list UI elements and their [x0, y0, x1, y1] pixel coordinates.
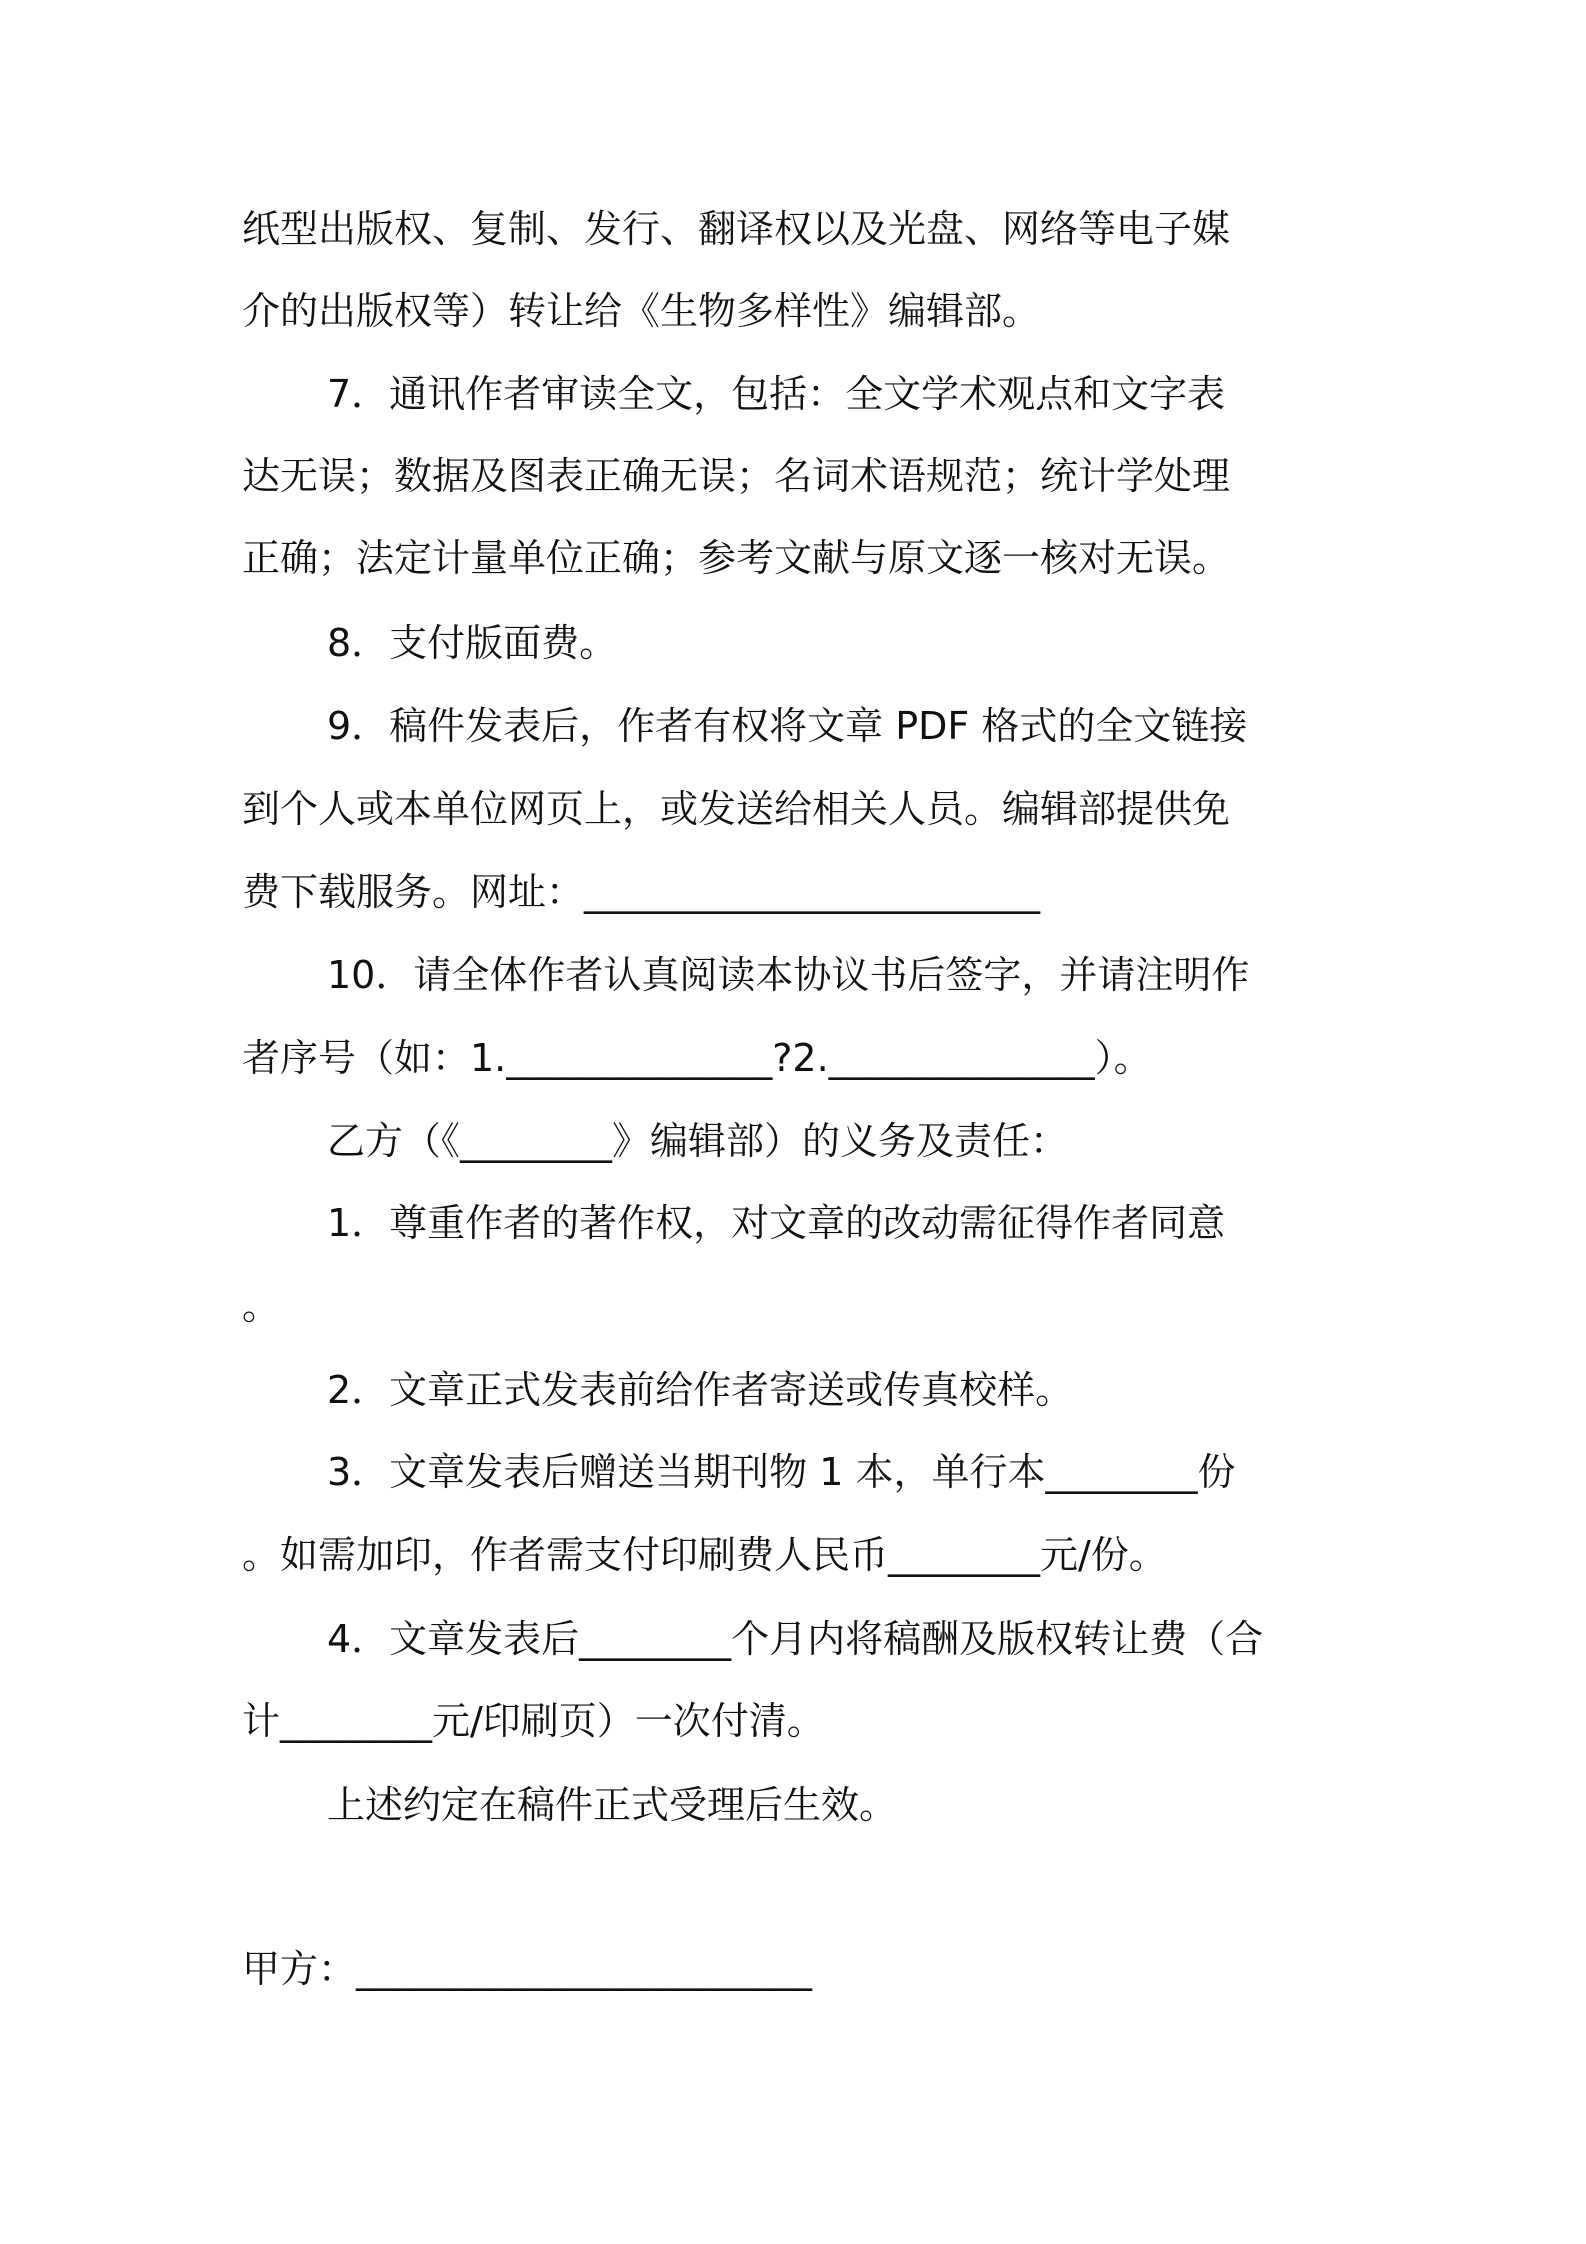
party-b-item-4-line-2: 计________元/印刷页）一次付清。 [242, 1699, 825, 1743]
item-8: 8．支付版面费。 [327, 621, 618, 665]
item-10-line-2: 者序号（如：1.______________?2.______________）。 [242, 1036, 1152, 1080]
party-b-item-1-line-2: 。 [242, 1284, 281, 1328]
item-9-line-1: 9．稿件发表后，作者有权将文章 PDF 格式的全文链接 [327, 704, 1248, 748]
party-b-item-4-line-1: 4．文章发表后________个月内将稿酬及版权转让费（合 [327, 1617, 1264, 1661]
item-9-line-3: 费下载服务。网址：________________________ [242, 870, 1041, 914]
party-b-item-2: 2．文章正式发表前给作者寄送或传真校样。 [327, 1368, 1074, 1412]
party-a-signature-line: 甲方：________________________ [242, 1947, 813, 1991]
party-b-heading: 乙方（《________》编辑部）的义务及责任： [327, 1119, 1069, 1163]
item-7-line-1: 7．通讯作者审读全文，包括：全文学术观点和文字表 [327, 372, 1226, 416]
party-b-item-3-line-1: 3．文章发表后赠送当期刊物 1 本，单行本________份 [327, 1450, 1236, 1494]
party-b-item-1-line-1: 1．尊重作者的著作权，对文章的改动需征得作者同意 [327, 1201, 1226, 1245]
item-9-line-2: 到个人或本单位网页上，或发送给相关人员。编辑部提供免 [242, 787, 1231, 831]
item-7-line-2: 达无误；数据及图表正确无误；名词术语规范；统计学处理 [242, 454, 1231, 498]
paragraph-line-2: 介的出版权等）转让给《生物多样性》编辑部。 [242, 289, 1041, 333]
effective-clause: 上述约定在稿件正式受理后生效。 [327, 1783, 898, 1827]
item-7-line-3: 正确；法定计量单位正确；参考文献与原文逐一核对无误。 [242, 536, 1231, 580]
party-b-item-3-line-2: 。如需加印，作者需支付印刷费人民币________元/份。 [242, 1533, 1167, 1577]
paragraph-line-1: 纸型出版权、复制、发行、翻译权以及光盘、网络等电子媒 [242, 207, 1231, 251]
item-10-line-1: 10．请全体作者认真阅读本协议书后签字，并请注明作 [327, 953, 1250, 997]
